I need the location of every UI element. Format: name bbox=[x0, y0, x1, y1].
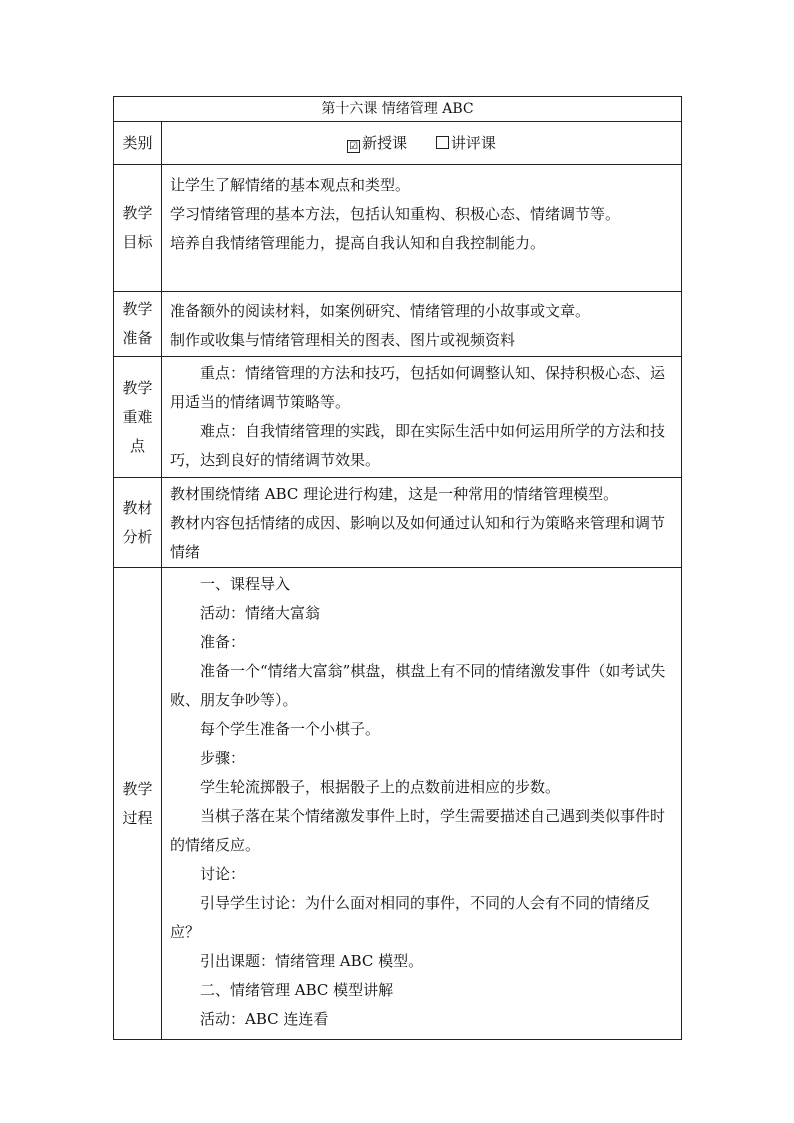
key-points-label-line: 点 bbox=[129, 436, 145, 455]
process-label bbox=[114, 568, 162, 1040]
key-points-label-line: 重难 bbox=[122, 407, 153, 426]
process-label-line: 教学 bbox=[122, 779, 153, 798]
key-point-paragraph: 重点：情绪管理的方法和技巧，包括如何调整认知、保持积极心态、运用适当的情绪调节策略等。 bbox=[170, 364, 666, 411]
analysis-line: 教材内容包括情绪的成因、影响以及如何通过认知和行为策略来管理和调节情绪 bbox=[170, 514, 666, 561]
checked-box-icon[interactable]: ☑ bbox=[347, 140, 360, 153]
goals-label bbox=[114, 165, 162, 292]
goal-line: 学习情绪管理的基本方法，包括认知重构、积极心态、情绪调节等。 bbox=[170, 205, 621, 223]
preparation-row bbox=[114, 292, 682, 357]
analysis-row bbox=[114, 478, 682, 568]
key-points-content bbox=[162, 357, 682, 478]
process-paragraph: 活动：ABC 连连看 bbox=[200, 1010, 329, 1028]
unchecked-box-icon[interactable] bbox=[436, 136, 449, 149]
option-new-lesson-text: 新授课 bbox=[362, 133, 408, 152]
category-label bbox=[114, 122, 162, 165]
analysis-line: 教材围绕情绪 ABC 理论进行构建，这是一种常用的情绪管理模型。 bbox=[170, 485, 619, 503]
analysis-content bbox=[162, 478, 682, 568]
goal-line: 让学生了解情绪的基本观点和类型。 bbox=[170, 176, 411, 194]
process-content bbox=[162, 568, 682, 1040]
process-paragraph: 步骤： bbox=[200, 749, 246, 767]
difficulty-paragraph: 难点：自我情绪管理的实践，即在实际生活中如何运用所学的方法和技巧，达到良好的情绪调节效果。 bbox=[170, 422, 666, 469]
key-points-label-line: 教学 bbox=[122, 378, 153, 397]
option-review-lesson-text: 讲评课 bbox=[450, 133, 496, 152]
lesson-title: 第十六课 情绪管理 ABC bbox=[114, 97, 682, 122]
process-paragraph: 引导学生讨论：为什么面对相同的事件，不同的人会有不同的情绪反应？ bbox=[170, 894, 651, 941]
option-new-lesson[interactable] bbox=[347, 129, 407, 158]
key-points-row bbox=[114, 357, 682, 478]
process-paragraph: 每个学生准备一个小棋子。 bbox=[200, 720, 381, 738]
preparation-label-line: 准备 bbox=[122, 329, 153, 347]
process-paragraph: 一、课程导入 bbox=[200, 575, 291, 593]
category-options bbox=[162, 122, 682, 165]
analysis-label bbox=[114, 478, 162, 568]
process-paragraph: 准备： bbox=[200, 633, 246, 651]
process-label-line: 过程 bbox=[122, 808, 153, 827]
goals-label-line: 教学 bbox=[122, 204, 153, 222]
category-row bbox=[114, 122, 682, 165]
process-paragraph: 讨论： bbox=[200, 865, 246, 883]
process-paragraph: 准备一个“情绪大富翁”棋盘，棋盘上有不同的情绪激发事件（如考试失败、朋友争吵等）。 bbox=[170, 662, 666, 709]
preparation-line: 准备额外的阅读材料，如案例研究、情绪管理的小故事或文章。 bbox=[170, 302, 591, 320]
analysis-label-line: 分析 bbox=[122, 527, 153, 546]
process-paragraph: 活动：情绪大富翁 bbox=[200, 604, 321, 622]
category-label-text: 类别 bbox=[122, 133, 153, 152]
process-paragraph: 学生轮流掷骰子，根据骰子上的点数前进相应的步数。 bbox=[200, 778, 561, 796]
preparation-label-line: 教学 bbox=[122, 300, 153, 318]
goals-row bbox=[114, 165, 682, 292]
process-paragraph: 二、情绪管理 ABC 模型讲解 bbox=[200, 981, 394, 999]
key-points-label bbox=[114, 357, 162, 478]
preparation-line: 制作或收集与情绪管理相关的图表、图片或视频资料 bbox=[170, 331, 516, 349]
process-paragraph: 当棋子落在某个情绪激发事件上时，学生需要描述自己遇到类似事件时的情绪反应。 bbox=[170, 807, 666, 854]
title-row bbox=[114, 97, 682, 122]
process-paragraph: 引出课题：情绪管理 ABC 模型。 bbox=[200, 952, 424, 970]
process-row bbox=[114, 568, 682, 1040]
goals-content bbox=[162, 165, 682, 292]
preparation-content bbox=[162, 292, 682, 357]
preparation-label bbox=[114, 292, 162, 357]
goals-label-line: 目标 bbox=[122, 233, 153, 251]
analysis-label-line: 教材 bbox=[122, 498, 153, 517]
option-review-lesson[interactable] bbox=[436, 129, 496, 158]
lesson-plan-table bbox=[113, 96, 682, 1040]
goal-line: 培养自我情绪管理能力，提高自我认知和自我控制能力。 bbox=[170, 234, 546, 252]
